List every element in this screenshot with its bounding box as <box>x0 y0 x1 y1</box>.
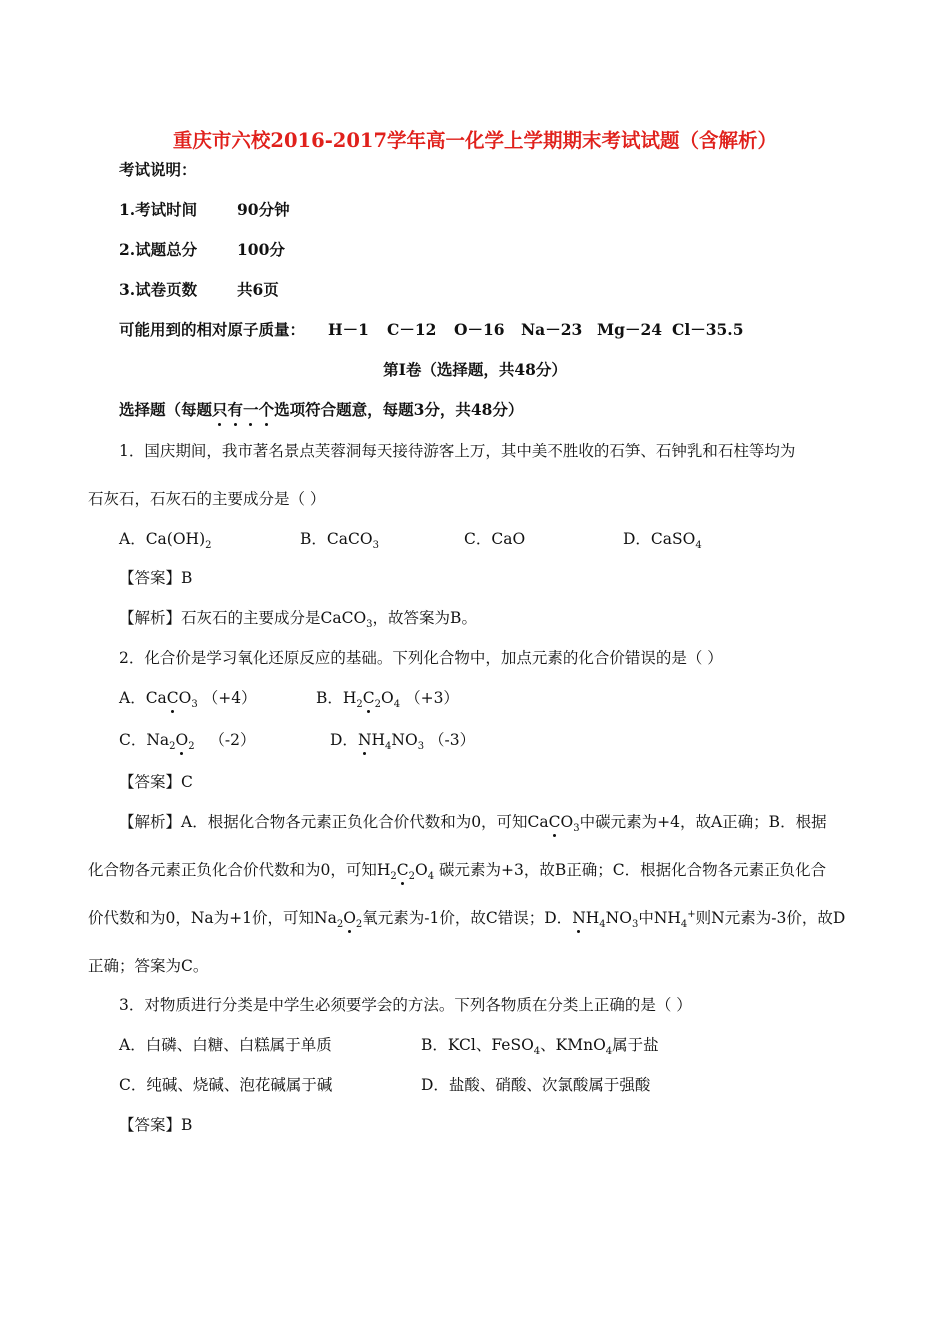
subscript: 2 <box>356 699 363 711</box>
q2-stem: 2．化合价是学习氧化还原反应的基础。下列化合物中，加点元素的化合价错误的是（ ） <box>119 649 723 667</box>
section-instructions <box>119 400 523 420</box>
exam-score-label: 2.试题总分 <box>119 240 198 259</box>
q3-option-c: C．纯碱、烧碱、泡花碱属于碱 <box>119 1076 333 1094</box>
exam-info-heading: 考试说明： <box>119 160 197 179</box>
dotted-element: C <box>396 861 409 879</box>
analysis-text: 碳元素为+3，故B正确；C．根据化合物各元素正负化合 <box>434 861 827 879</box>
atomic-mass-cl: Cl－35.5 <box>672 320 744 339</box>
subscript: 2 <box>169 741 176 753</box>
exam-pages-value: 共6页 <box>237 280 279 299</box>
q2-answer: 【答案】C <box>119 773 193 791</box>
q1-stem-line2: 石灰石，石灰石的主要成分是（ ） <box>88 490 326 508</box>
q3-option-b-text: B．KCl、FeSO <box>421 1036 534 1054</box>
q1-option-b <box>300 529 379 552</box>
instr-text-a: 选择题（每题 <box>119 400 213 419</box>
atomic-mass-o: O－16 <box>454 320 505 339</box>
subscript: 3 <box>417 741 425 753</box>
subscript: 4 <box>599 919 606 931</box>
analysis-text: 则N元素为-3价，故D <box>695 909 846 927</box>
subscript: 4 <box>695 540 702 552</box>
exam-time-label: 1.考试时间 <box>119 200 198 219</box>
q2-analysis-line2 <box>88 860 827 883</box>
q2-option-d-text: NO <box>391 731 418 749</box>
q1-analysis-text: ，故答案为B。 <box>372 609 477 627</box>
q3-option-b-text: 、KMnO <box>540 1036 606 1054</box>
exam-time-value: 90分钟 <box>237 200 290 219</box>
instr-dot-char: 个 <box>258 400 275 419</box>
subscript: 4 <box>605 1046 613 1058</box>
subscript: 2 <box>336 919 344 931</box>
q1-option-b-text: B．CaCO <box>300 530 373 548</box>
q2-option-b-valence: （+3） <box>405 689 459 707</box>
q1-analysis <box>119 608 477 631</box>
subscript: 3 <box>191 699 198 711</box>
q2-option-a <box>119 688 257 711</box>
q1-analysis-text: 【解析】石灰石的主要成分是CaCO <box>119 609 367 627</box>
q2-option-a-valence: （+4） <box>202 689 257 707</box>
dotted-element: N <box>572 909 586 927</box>
q3-option-d: D．盐酸、硝酸、次氯酸属于强酸 <box>421 1076 651 1094</box>
q3-stem: 3．对物质进行分类是中学生必须要学会的方法。下列各物质在分类上正确的是（ ） <box>119 996 692 1014</box>
subscript: 3 <box>573 823 580 835</box>
q1-option-d <box>623 529 702 552</box>
atomic-mass-na: Na－23 <box>521 320 583 339</box>
instr-dot-char: 有 <box>227 400 244 419</box>
exam-score-value: 100分 <box>237 240 285 259</box>
analysis-text: 中NH <box>638 909 681 927</box>
analysis-text: O <box>560 813 574 831</box>
q2-option-d-valence: （-3） <box>429 731 476 749</box>
analysis-text: H <box>585 909 600 927</box>
instr-dot-char: 一 <box>243 400 259 419</box>
subscript: 3 <box>372 540 379 552</box>
subscript: 4 <box>533 1046 541 1058</box>
dotted-element: O <box>175 731 189 749</box>
dotted-element: O <box>343 909 356 927</box>
section-heading: 第Ⅰ卷（选择题，共48分） <box>383 360 567 379</box>
q2-option-b <box>316 688 459 711</box>
instr-dot-char: 只 <box>212 400 228 419</box>
subscript: 2 <box>374 699 382 711</box>
atomic-mass-mg: Mg－24 <box>597 320 663 339</box>
instr-text-b: 选项符合题意，每题3分，共48分） <box>274 400 524 419</box>
subscript: 2 <box>355 919 363 931</box>
analysis-text: 【解析】A．根据化合物各元素正负化合价代数和为0，可知Ca <box>119 813 549 831</box>
q3-option-a: A．白磷、白糖、白糕属于单质 <box>119 1036 332 1054</box>
atomic-mass-label: 可能用到的相对原子质量： <box>119 320 306 339</box>
analysis-text: 氧元素为-1价，故C错误；D． <box>362 909 573 927</box>
atomic-mass-c: C－12 <box>387 320 437 339</box>
subscript: 4 <box>680 919 688 931</box>
dotted-element: C <box>166 689 179 707</box>
q1-option-d-text: D．CaSO <box>623 530 696 548</box>
subscript: 4 <box>393 699 401 711</box>
analysis-text: 中碳元素为+4，故A正确；B．根据 <box>579 813 827 831</box>
subscript: 2 <box>205 540 212 552</box>
dotted-element: N <box>357 731 372 749</box>
dotted-element: C <box>362 689 375 707</box>
q2-analysis-line1 <box>119 812 827 835</box>
q1-option-c: C．CaO <box>464 530 526 548</box>
subscript: 2 <box>390 871 397 883</box>
document-title: 重庆市六校2016-2017学年高一化学上学期期末考试试题（含解析） <box>172 129 778 152</box>
q2-option-c-valence: （-2） <box>209 731 256 749</box>
q2-option-a-text: A．Ca <box>119 689 167 707</box>
q1-option-a <box>119 529 212 552</box>
analysis-text: 价代数和为0，Na为+1价，可知Na <box>88 909 337 927</box>
q3-option-b <box>421 1035 659 1058</box>
q2-option-b-text: B．H <box>316 689 357 707</box>
q3-option-b-text: 属于盐 <box>612 1036 659 1054</box>
analysis-text: NO <box>605 909 632 927</box>
analysis-text: O <box>415 861 428 879</box>
q2-analysis-line4: 正确；答案为C。 <box>88 957 209 975</box>
q1-stem-line1: 1．国庆期间，我市著名景点芙蓉洞每天接待游客上万，其中美不胜收的石笋、石钟乳和石柱等均为 <box>119 442 796 460</box>
superscript: + <box>687 908 696 920</box>
subscript: 2 <box>408 871 416 883</box>
q2-option-a-text: O <box>178 689 192 707</box>
subscript: 3 <box>631 919 639 931</box>
subscript: 2 <box>188 741 195 753</box>
q1-answer: 【答案】B <box>119 569 193 587</box>
exam-pages-label: 3.试卷页数 <box>119 280 198 299</box>
q2-option-c-text: C．Na <box>119 731 170 749</box>
subscript: 4 <box>427 871 435 883</box>
q1-option-a-text: A．Ca(OH) <box>119 530 206 548</box>
dotted-element: C <box>548 813 561 831</box>
q2-analysis-line3 <box>88 908 846 931</box>
q2-option-c <box>119 730 256 753</box>
q2-option-b-text: O <box>381 689 394 707</box>
subscript: 3 <box>366 619 373 631</box>
q3-answer: 【答案】B <box>119 1116 193 1134</box>
analysis-text: 化合物各元素正负化合价代数和为0，可知H <box>88 861 391 879</box>
subscript: 4 <box>385 741 392 753</box>
q2-option-d <box>330 730 476 753</box>
q2-option-d-text: D． <box>330 731 358 749</box>
atomic-mass-h: H－1 <box>328 320 369 339</box>
q2-option-d-text: H <box>371 731 386 749</box>
